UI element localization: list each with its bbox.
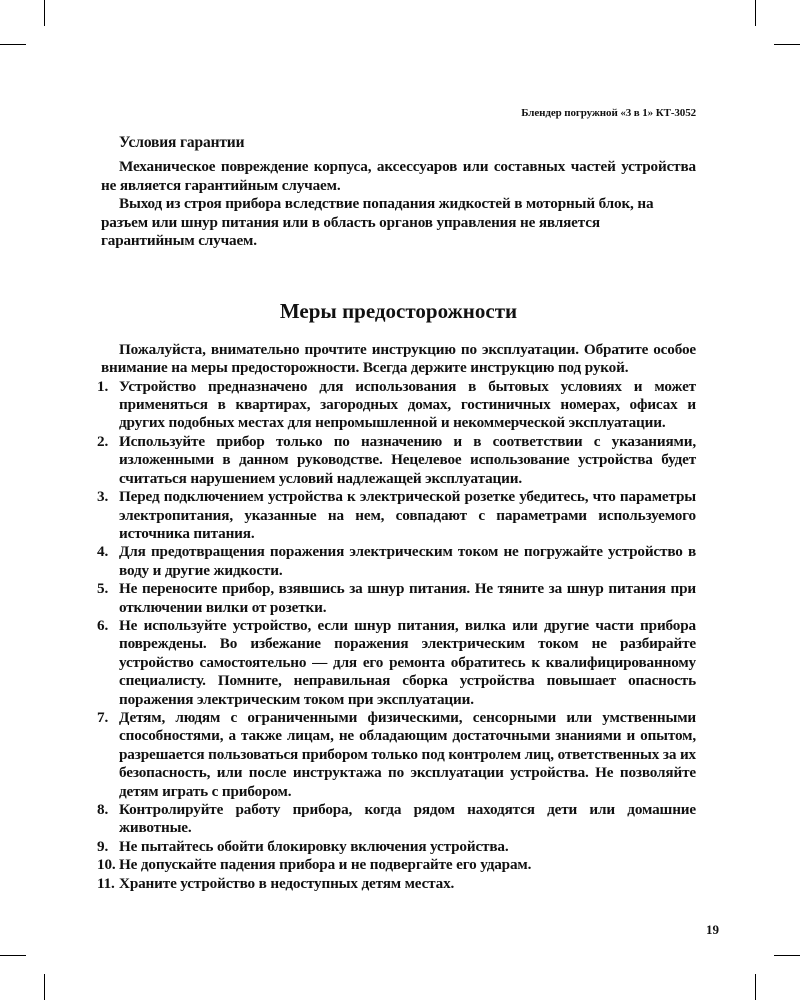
crop-mark-left-bottom [0, 955, 26, 956]
crop-mark-top-left [44, 0, 45, 26]
crop-mark-right-top [774, 44, 800, 45]
list-item-text: Храните устройство в недоступных детям местах. [119, 874, 455, 892]
warranty-title: Условия гарантии [119, 134, 245, 151]
warranty-paragraph: Механическое повреждение корпуса, аксессуаров или составных частей устройства не является гарантийным случаем. [101, 158, 696, 194]
section-title: Меры предосторожности [279, 299, 518, 324]
list-item-text: Устройство предназначено для использования в бытовых условиях и может применяться в квартирах, загородных домах, гостиничных номерах, офисах и других подобных местах для непромышленной и некоммерческой эксплуатации. [119, 377, 696, 432]
list-item-text: Используйте прибор только по назначению и в соответствии с указаниями, изложенными в данном руководстве. Нецелевое использование устройства будет считаться нарушением условий надлежащей эксплуатации. [119, 432, 696, 487]
page-content [97, 134, 696, 893]
list-item-text: Не допускайте падения прибора и не подвергайте его ударам. [119, 856, 532, 874]
list-item-number: 3. [97, 488, 109, 506]
list-item-number: 2. [97, 432, 109, 450]
list-item-number: 4. [97, 543, 109, 561]
list-item-number: 6. [97, 616, 109, 634]
list-item-number: 11. [97, 874, 115, 892]
list-item [97, 488, 696, 543]
list-item-number: 9. [97, 837, 109, 855]
list-item-text: Не пытайтесь обойти блокировку включения устройства. [119, 837, 509, 855]
list-item [97, 837, 696, 856]
list-item-number: 5. [97, 580, 109, 598]
running-head: Блендер погружной «3 в 1» КТ-3052 [521, 107, 696, 119]
precautions-intro: Пожалуйста, внимательно прочтите инструкцию по эксплуатации. Обратите особое внимание на меры предосторожности. Всегда держите инструкцию под рукой. [101, 340, 696, 377]
precautions-list [97, 377, 696, 893]
list-item [97, 856, 696, 874]
warranty-paragraph: Выход из строя прибора вследствие попадания жидкостей в моторный блок, на разъем или шнур питания или в область органов управления не является гарантийным случаем. [101, 195, 654, 250]
page-number: 19 [706, 922, 719, 937]
list-item-text: Не используйте устройство, если шнур питания, вилка или другие части прибора повреждены. Во избежание поражения электрическим током не разбирайте устройство самостоятельно — для его ремонта обратитесь к квалифицированному специалисту. Помните, неправильная сборка устройства повышает опасность поражения электрическим током при эксплуатации. [119, 616, 696, 708]
list-item-text: Не переносите прибор, взявшись за шнур питания. Не тяните за шнур питания при отключении вилки от розетки. [119, 580, 696, 616]
list-item [97, 580, 696, 617]
crop-mark-top-right [755, 0, 756, 26]
list-item-text: Для предотвращения поражения электрическим током не погружайте устройство в воду и другие жидкости. [119, 543, 696, 579]
list-item-number: 10. [97, 856, 116, 874]
crop-mark-left-top [0, 44, 26, 45]
crop-mark-right-bottom [774, 955, 800, 956]
list-item [97, 432, 696, 488]
list-item-text: Контролируйте работу прибора, когда рядом находятся дети или домашние животные. [119, 801, 696, 837]
list-item-text: Детям, людям с ограниченными физическими, сенсорными или умственными способностями, а также лицам, не обладающим достаточными знаниями и опытом, разрешается пользоваться прибором только под контролем лиц, ответственных за их безопасность, или после инструктажа по эксплуатации устройства. Не позволяйте детям играть с прибором. [119, 708, 696, 800]
list-item [97, 543, 696, 580]
crop-mark-bottom-left [44, 974, 45, 1000]
list-item [97, 616, 696, 709]
list-item-number: 1. [97, 377, 109, 395]
list-item-text: Перед подключением устройства к электрической розетке убедитесь, что параметры электропитания, указанные на нем, совпадают с параметрами используемого источника питания. [119, 488, 696, 542]
crop-mark-bottom-right [755, 974, 756, 1000]
list-item [97, 801, 696, 838]
list-item [97, 708, 696, 801]
list-item [97, 874, 696, 893]
list-item [97, 377, 696, 433]
list-item-number: 7. [97, 708, 109, 726]
list-item-number: 8. [97, 801, 109, 818]
